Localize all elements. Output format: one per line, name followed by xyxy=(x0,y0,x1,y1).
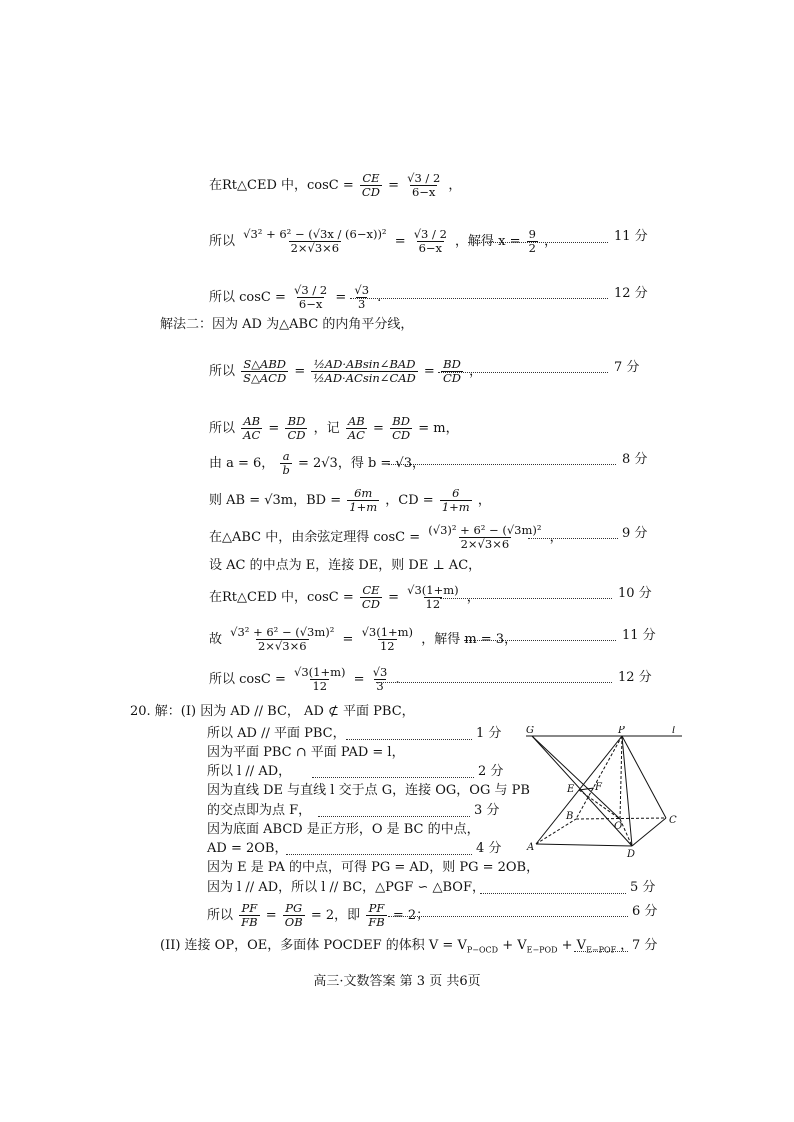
equals: = xyxy=(268,421,280,436)
text: = m， xyxy=(418,421,459,436)
text: 由 a = 6， xyxy=(209,456,275,471)
denominator: 12 xyxy=(312,679,328,693)
label-a: A xyxy=(527,842,535,853)
numerator: CE xyxy=(362,171,380,185)
score-mark: 12 分 xyxy=(618,670,652,685)
equals: = xyxy=(388,178,399,193)
edge-ad xyxy=(536,844,632,846)
denominator: CD xyxy=(392,428,411,442)
numerator: 6m xyxy=(354,486,373,500)
line-cos-ced xyxy=(209,172,461,199)
q20-first-line: 20. 解：(I) 因为 AD // BC， AD ⊄ 平面 PBC， xyxy=(130,704,415,719)
line-eo xyxy=(579,790,620,819)
fraction xyxy=(228,626,336,653)
score-mark: 7 分 xyxy=(632,938,658,953)
fraction xyxy=(283,902,305,929)
score-mark: 11 分 xyxy=(622,628,656,643)
subscript: E−POD xyxy=(526,945,558,955)
denominator: AC xyxy=(347,428,365,442)
equals: = xyxy=(294,364,306,379)
text: 则 AB = √3m，BD = xyxy=(209,493,342,508)
label-f: F xyxy=(595,782,602,793)
line-ratio-m xyxy=(209,415,459,442)
fraction xyxy=(360,626,415,653)
numerator: √3(1+m) xyxy=(294,665,346,679)
fraction xyxy=(371,666,390,693)
edge-ab xyxy=(536,819,576,844)
text: ， xyxy=(469,364,483,379)
fraction xyxy=(292,284,329,311)
numerator: CE xyxy=(362,583,380,597)
fraction xyxy=(285,415,307,442)
numerator: √3 / 2 xyxy=(407,171,441,185)
pyramid-figure xyxy=(522,726,687,858)
fraction xyxy=(412,228,449,255)
numerator: √3(1+m) xyxy=(407,583,459,597)
equals: = xyxy=(342,632,354,647)
q20-line: 因为底面 ABCD 是正方形，O 是 BC 的中点， xyxy=(207,822,480,837)
label-b: B xyxy=(566,811,574,822)
fraction xyxy=(440,487,472,514)
numerator: √3 / 2 xyxy=(413,227,447,241)
q20-part-two-line xyxy=(160,938,633,959)
label-l: l xyxy=(672,726,676,736)
fraction xyxy=(366,902,386,929)
text: 所以 xyxy=(207,908,234,923)
numerator: PF xyxy=(241,901,258,915)
denominator: 1+m xyxy=(441,500,470,514)
denominator: 12 xyxy=(379,639,395,653)
text: ， xyxy=(448,178,462,193)
fraction xyxy=(346,415,367,442)
numerator: AB xyxy=(347,414,365,428)
denominator: S△ACD xyxy=(243,371,287,385)
fraction xyxy=(292,666,347,693)
score-mark: 11 分 xyxy=(614,229,648,244)
edge-dc xyxy=(632,818,666,846)
text: 所以 xyxy=(209,421,236,436)
leader-dots xyxy=(318,816,470,817)
label-p: P xyxy=(618,726,625,736)
text: 所以 xyxy=(209,234,236,249)
text: . xyxy=(377,290,382,305)
text: . xyxy=(395,672,400,687)
fraction xyxy=(239,902,259,929)
label-d: D xyxy=(627,849,636,858)
equals: = xyxy=(423,364,435,379)
q20-line: 的交点即为点 F， xyxy=(207,803,312,818)
line-ab-bd-cd xyxy=(209,487,491,514)
denominator: 1+m xyxy=(349,500,378,514)
leader-dots xyxy=(438,372,608,373)
denominator: 6−x xyxy=(298,297,323,311)
numerator: √3(1+m) xyxy=(361,625,414,639)
text: ， xyxy=(549,530,563,545)
text: = 2√3，得 b = √3， xyxy=(297,456,425,471)
text: 在Rt△CED 中，cosC = xyxy=(209,590,354,605)
fraction xyxy=(390,415,412,442)
denominator: FB xyxy=(368,915,385,929)
equals: = xyxy=(353,672,365,687)
numerator: PG xyxy=(285,901,303,915)
fraction xyxy=(426,524,543,551)
leader-dots xyxy=(312,777,474,778)
page-footer: 高三·文数答案 第 3 页 共6页 xyxy=(313,974,481,989)
q20-line: 所以 AD // 平面 PBC， xyxy=(207,726,346,741)
q20-line: 因为平面 PBC ∩ 平面 PAD = l， xyxy=(207,745,405,760)
text: (II) 连接 OP，OE，多面体 POCDEF 的体积 V = V xyxy=(160,938,467,953)
denominator: FB xyxy=(241,915,258,929)
text: 在Rt△CED 中，cosC = xyxy=(209,178,354,193)
leader-dots xyxy=(574,951,628,952)
line-po xyxy=(620,736,622,819)
numerator: √3 xyxy=(354,283,370,297)
numerator: √3 / 2 xyxy=(294,283,328,297)
line-midpoint-e: 设 AC 的中点为 E，连接 DE，则 DE ⊥ AC， xyxy=(209,558,482,573)
text: ，解得 x = xyxy=(455,234,521,249)
text: 所以 xyxy=(209,364,236,379)
denominator: 3 xyxy=(358,297,366,311)
text: ，CD = xyxy=(385,493,434,508)
numerator: √3 xyxy=(372,665,388,679)
numerator: 9 xyxy=(528,227,536,241)
denominator: 6−x xyxy=(411,185,436,199)
denominator: CD xyxy=(287,428,306,442)
leader-dots xyxy=(376,682,612,683)
line-cos-final xyxy=(209,666,400,693)
equals: = xyxy=(394,234,406,249)
numerator: ½AD·ABsin∠BAD xyxy=(313,357,416,371)
fraction xyxy=(360,584,382,611)
score-mark: 5 分 xyxy=(630,880,656,895)
label-c: C xyxy=(669,815,677,826)
label-e: E xyxy=(567,784,575,795)
numerator: √3² + 6² − (√3m)² xyxy=(230,625,335,639)
numerator: BD xyxy=(287,414,306,428)
score-mark: 3 分 xyxy=(474,803,500,818)
numerator: PF xyxy=(368,901,385,915)
text: ， xyxy=(620,938,634,953)
denominator: b xyxy=(282,463,290,477)
denominator: 2×√3×6 xyxy=(460,537,510,551)
text: 故 xyxy=(209,632,223,647)
leader-dots xyxy=(346,739,472,740)
leader-dots xyxy=(350,298,608,299)
fraction xyxy=(241,415,262,442)
fraction xyxy=(347,487,379,514)
fraction xyxy=(405,172,442,199)
numerator: S△ABD xyxy=(243,357,287,371)
numerator: BD xyxy=(443,357,461,371)
score-mark: 10 分 xyxy=(618,586,652,601)
q20-line: 因为直线 DE 与直线 l 交于点 G，连接 OG，OG 与 PB xyxy=(207,783,530,798)
numerator: a xyxy=(282,449,290,463)
q20-line: AD = 2OB， xyxy=(207,841,288,856)
equals: = xyxy=(388,590,399,605)
equals: = xyxy=(373,421,384,436)
line-law-of-cosines xyxy=(209,524,563,551)
score-mark: 6 分 xyxy=(632,904,658,919)
q20-line: 所以 l // AD， xyxy=(207,764,292,779)
fraction xyxy=(280,450,291,477)
text: ，解得 m = 3， xyxy=(421,632,518,647)
text: 所以 cosC = xyxy=(209,290,286,305)
leader-dots xyxy=(388,916,628,917)
denominator: 6−x xyxy=(418,241,443,255)
denominator: ½AD·ACsin∠CAD xyxy=(313,371,416,385)
text: ， xyxy=(544,234,558,249)
denominator: OB xyxy=(284,915,303,929)
denominator: CD xyxy=(361,597,380,611)
score-mark: 7 分 xyxy=(614,360,640,375)
score-mark: 4 分 xyxy=(476,841,502,856)
denominator: 3 xyxy=(376,679,384,693)
score-mark: 1 分 xyxy=(476,726,502,741)
equals: = xyxy=(335,290,347,305)
text: ，记 xyxy=(313,421,340,436)
edge-bc xyxy=(576,818,666,819)
leader-dots xyxy=(286,854,472,855)
fraction xyxy=(241,358,288,385)
numerator: BD xyxy=(392,414,410,428)
leader-dots xyxy=(464,640,616,641)
text: 所以 cosC = xyxy=(209,672,286,687)
score-mark: 2 分 xyxy=(478,764,504,779)
method-two-heading: 解法二：因为 AD 为△ABC 的内角平分线， xyxy=(160,317,414,332)
numerator: (√3)² + 6² − (√3m)² xyxy=(428,523,542,537)
score-mark: 9 分 xyxy=(622,526,648,541)
text: = 2； xyxy=(392,908,430,923)
score-mark: 12 分 xyxy=(614,286,648,301)
text: 在△ABC 中，由余弦定理得 cosC = xyxy=(209,530,421,545)
denominator: 2 xyxy=(528,241,536,255)
numerator: √3² + 6² − (√3x / (6−x))² xyxy=(243,227,387,241)
denominator: 2×√3×6 xyxy=(257,639,307,653)
score-mark: 8 分 xyxy=(622,452,648,467)
equals: = xyxy=(265,908,277,923)
text: + V xyxy=(502,938,527,953)
leader-dots xyxy=(440,598,612,599)
edge-pb xyxy=(576,736,622,819)
q20-line: 因为 l // AD，所以 l // BC，△PGF ∽ △BOF， xyxy=(207,880,485,895)
denominator: AC xyxy=(243,428,261,442)
leader-dots xyxy=(528,538,618,539)
text: + V xyxy=(561,938,587,953)
denominator: 2×√3×6 xyxy=(290,241,340,255)
subscript: P−OCD xyxy=(466,945,499,955)
line-go xyxy=(532,736,620,819)
leader-dots xyxy=(388,464,616,465)
q20-line: 因为 E 是 PA 的中点，可得 PG = AD，则 PG = 2OB， xyxy=(207,860,540,875)
text: = 2，即 xyxy=(310,908,361,923)
numerator: 6 xyxy=(452,486,460,500)
fraction xyxy=(241,228,388,255)
label-o: O xyxy=(614,821,623,832)
denominator: CD xyxy=(361,185,380,199)
denominator: 12 xyxy=(425,597,441,611)
leader-dots xyxy=(468,242,608,243)
label-g: G xyxy=(526,726,534,736)
text: ， xyxy=(477,493,491,508)
fraction xyxy=(360,172,382,199)
subscript: E−POF xyxy=(586,945,617,955)
leader-dots xyxy=(480,893,626,894)
text: ， xyxy=(466,590,480,605)
numerator: AB xyxy=(243,414,261,428)
fraction xyxy=(311,358,417,385)
denominator: CD xyxy=(442,371,461,385)
